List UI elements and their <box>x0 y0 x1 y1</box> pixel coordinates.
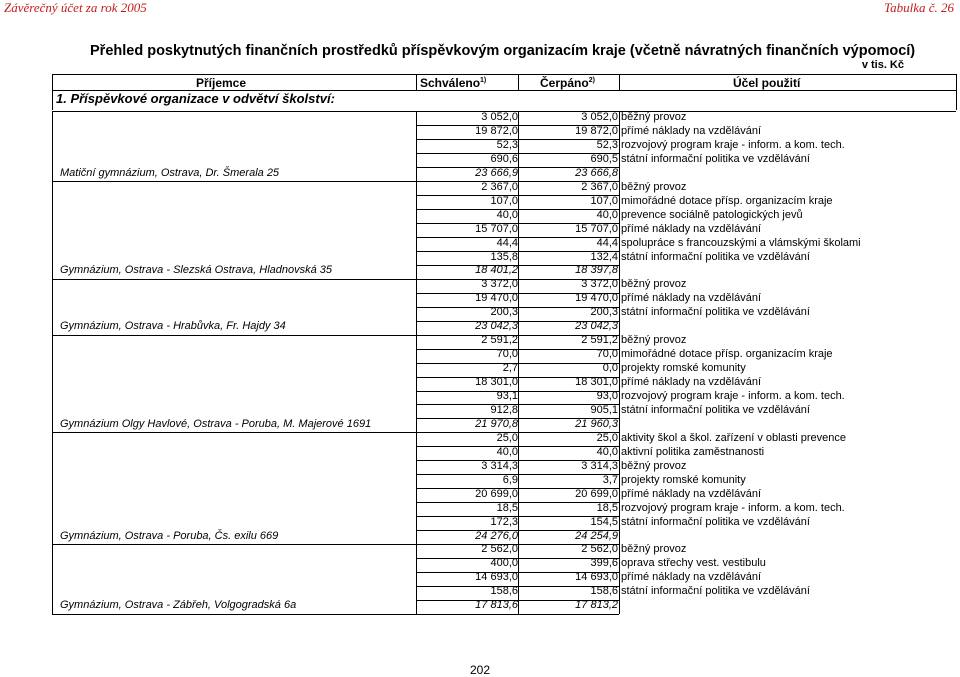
schvaleno-value: 135,8 <box>490 250 518 263</box>
ucel-text: projekty romské komunity <box>621 473 746 486</box>
ucel-text: mimořádné dotace přísp. organizacím kraje <box>621 194 833 207</box>
col-divider <box>518 432 519 544</box>
organization-name: Gymnázium, Ostrava - Hrabůvka, Fr. Hajdy 34 <box>60 320 286 333</box>
page-number: 202 <box>469 663 491 677</box>
schvaleno-value: 40,0 <box>496 445 518 458</box>
cerpano-value: 18,5 <box>596 501 618 514</box>
col-divider <box>416 279 417 335</box>
ucel-text: přímé náklady na vzdělávání <box>621 571 762 584</box>
cerpano-value: 107,0 <box>590 194 618 207</box>
cerpano-value: 40,0 <box>596 445 618 458</box>
org-left-border <box>52 181 53 279</box>
col-header-cerpano: Čerpáno$^{2)}$ <box>540 76 595 90</box>
col-divider <box>619 335 620 433</box>
ucel-text: státní informační politika ve vzdělávání <box>621 403 810 416</box>
total-cerpano: 17 813,2 <box>575 599 618 612</box>
col-divider <box>416 335 417 433</box>
schvaleno-value: 3 314,3 <box>481 459 518 472</box>
col-divider <box>518 335 519 433</box>
schvaleno-value: 3 052,0 <box>481 111 518 123</box>
ucel-text: státní informační politika ve vzdělávání <box>621 585 810 598</box>
ucel-text: oprava střechy vest. vestibulu <box>621 557 766 570</box>
ucel-text: státní informační politika ve vzdělávání <box>621 306 810 319</box>
schvaleno-value: 70,0 <box>496 348 518 361</box>
total-schvaleno: 18 401,2 <box>475 264 518 277</box>
cerpano-value: 0,0 <box>602 362 618 375</box>
ucel-text: běžný provoz <box>621 278 687 291</box>
cerpano-value: 18 301,0 <box>575 376 618 389</box>
organization-name: Gymnázium Olgy Havlové, Ostrava - Poruba, M. Majerové 1691 <box>60 417 372 430</box>
col-header-ucel: Účel použití <box>733 76 801 90</box>
ucel-text: rozvojový program kraje - inform. a kom. tech. <box>621 501 845 514</box>
ucel-text: prevence sociálně patologických jevů <box>621 208 803 221</box>
cerpano-value: 2 562,0 <box>581 543 618 556</box>
cerpano-value: 158,6 <box>590 585 618 598</box>
organization-name: Gymnázium, Ostrava - Slezská Ostrava, Hladnovská 35 <box>60 264 333 277</box>
ucel-text: aktivity škol a škol. zařízení v oblasti prevence <box>621 431 846 444</box>
organization-bottom-border <box>52 614 619 615</box>
col-divider <box>518 544 519 614</box>
col-divider <box>416 432 417 544</box>
ucel-text: aktivní politika zaměstnanosti <box>621 445 765 458</box>
col-divider <box>619 112 620 182</box>
schvaleno-value: 200,3 <box>490 306 518 319</box>
ucel-text: běžný provoz <box>621 334 687 347</box>
ucel-text: státní informační politika ve vzdělávání <box>621 515 810 528</box>
schvaleno-value: 44,4 <box>496 236 518 249</box>
ucel-text: běžný provoz <box>621 543 687 556</box>
cerpano-value: 3 052,0 <box>581 111 618 123</box>
col-header-prijemce: Příjemce <box>196 76 247 90</box>
schvaleno-value: 15 707,0 <box>475 222 518 235</box>
org-left-border <box>52 544 53 614</box>
cerpano-value: 3 314,3 <box>581 459 618 472</box>
ucel-text: státní informační politika ve vzdělávání <box>621 152 810 165</box>
schvaleno-value: 400,0 <box>490 557 518 570</box>
cerpano-value: 20 699,0 <box>575 487 618 500</box>
ucel-text: státní informační politika ve vzdělávání <box>621 250 810 263</box>
ucel-text: přímé náklady na vzdělávání <box>621 292 762 305</box>
cerpano-value: 14 693,0 <box>575 571 618 584</box>
cerpano-value: 19 872,0 <box>575 124 618 137</box>
organization-name: Gymnázium, Ostrava - Zábřeh, Volgogradská 6a <box>60 599 297 612</box>
cerpano-value: 399,6 <box>590 557 618 570</box>
ucel-text: rozvojový program kraje - inform. a kom. tech. <box>621 138 845 151</box>
schvaleno-value: 40,0 <box>496 208 518 221</box>
cerpano-value: 905,1 <box>590 403 618 416</box>
ucel-text: spolupráce s francouzskými a vlámskými školami <box>621 236 861 249</box>
cerpano-value: 15 707,0 <box>575 222 618 235</box>
ucel-text: běžný provoz <box>621 180 687 193</box>
schvaleno-value: 3 372,0 <box>481 278 518 291</box>
col-divider <box>518 112 519 182</box>
ucel-text: přímé náklady na vzdělávání <box>621 124 762 137</box>
total-cerpano: 21 960,3 <box>575 417 618 430</box>
table-right-border <box>956 74 957 110</box>
col-divider <box>619 279 620 335</box>
schvaleno-value: 912,8 <box>490 403 518 416</box>
cerpano-value: 200,3 <box>590 306 618 319</box>
ucel-text: přímé náklady na vzdělávání <box>621 222 762 235</box>
organization-name: Gymnázium, Ostrava - Poruba, Čs. exilu 669 <box>60 529 279 542</box>
schvaleno-value: 52,3 <box>496 138 518 151</box>
schvaleno-value: 2,7 <box>502 362 518 375</box>
schvaleno-value: 19 470,0 <box>475 292 518 305</box>
cerpano-value: 132,4 <box>590 250 618 263</box>
cerpano-value: 690,5 <box>590 152 618 165</box>
header-bottom-border <box>52 90 956 91</box>
org-left-border <box>52 432 53 544</box>
total-schvaleno: 17 813,6 <box>475 599 518 612</box>
col-divider <box>416 112 417 182</box>
col-divider <box>518 181 519 279</box>
cerpano-value: 154,5 <box>590 515 618 528</box>
schvaleno-value: 158,6 <box>490 585 518 598</box>
ucel-text: běžný provoz <box>621 459 687 472</box>
table-top-border <box>52 74 956 75</box>
schvaleno-value: 690,6 <box>490 152 518 165</box>
cerpano-value: 70,0 <box>596 348 618 361</box>
running-header-right: Tabulka č. 26 <box>884 0 954 15</box>
cerpano-value: 52,3 <box>596 138 618 151</box>
schvaleno-value: 2 562,0 <box>481 543 518 556</box>
col-divider <box>416 181 417 279</box>
page-title: Přehled poskytnutých finančních prostředků příspěvkovým organizacím kraje (včetně návratných finančních výpomocí) <box>90 43 916 59</box>
schvaleno-value: 2 591,2 <box>481 334 518 347</box>
cerpano-value: 3 372,0 <box>581 278 618 291</box>
total-schvaleno: 23 042,3 <box>475 320 518 333</box>
cerpano-value: 2 367,0 <box>581 180 618 193</box>
total-cerpano: 18 397,8 <box>575 264 618 277</box>
ucel-text: běžný provoz <box>621 111 687 123</box>
schvaleno-value: 6,9 <box>502 473 518 486</box>
total-schvaleno: 21 970,8 <box>475 417 518 430</box>
cerpano-value: 3,7 <box>602 473 618 486</box>
ucel-text: mimořádné dotace přísp. organizacím kraje <box>621 348 833 361</box>
ucel-text: přímé náklady na vzdělávání <box>621 487 762 500</box>
schvaleno-value: 14 693,0 <box>475 571 518 584</box>
schvaleno-value: 172,3 <box>490 515 518 528</box>
col-divider <box>518 279 519 335</box>
total-schvaleno: 24 276,0 <box>475 529 518 542</box>
schvaleno-value: 2 367,0 <box>481 180 518 193</box>
unit-label: v tis. Kč <box>861 59 904 71</box>
org-left-border <box>52 279 53 335</box>
schvaleno-value: 25,0 <box>496 431 518 444</box>
schvaleno-value: 19 872,0 <box>475 124 518 137</box>
total-schvaleno: 23 666,9 <box>475 166 518 179</box>
section-title: 1. Příspěvkové organizace v odvětví školství: <box>56 91 335 106</box>
col-divider <box>619 544 620 614</box>
header-divider <box>518 74 519 90</box>
total-cerpano: 23 042,3 <box>575 320 618 333</box>
total-cerpano: 23 666,8 <box>575 166 618 179</box>
table-left-border <box>52 74 53 110</box>
schvaleno-value: 93,1 <box>496 390 518 402</box>
header-divider <box>619 74 620 90</box>
col-divider <box>416 544 417 614</box>
ucel-text: přímé náklady na vzdělávání <box>621 376 762 389</box>
cerpano-value: 93,0 <box>596 390 618 402</box>
total-cerpano: 24 254,9 <box>575 529 618 542</box>
organization-name: Matiční gymnázium, Ostrava, Dr. Šmerala 25 <box>60 166 280 179</box>
header-divider <box>416 74 417 90</box>
col-header-schvaleno: Schváleno$^{1)}$ <box>420 76 487 90</box>
schvaleno-value: 107,0 <box>490 194 518 207</box>
org-left-border <box>52 335 53 433</box>
cerpano-value: 40,0 <box>596 208 618 221</box>
schvaleno-value: 20 699,0 <box>475 487 518 500</box>
schvaleno-value: 18 301,0 <box>475 376 518 389</box>
running-header-left: Závěrečný účet za rok 2005 <box>4 0 147 15</box>
schvaleno-value: 18,5 <box>496 501 518 514</box>
cerpano-value: 19 470,0 <box>575 292 618 305</box>
cerpano-value: 25,0 <box>596 431 618 444</box>
cerpano-value: 44,4 <box>596 236 618 249</box>
col-divider <box>619 181 620 279</box>
ucel-text: projekty romské komunity <box>621 362 746 375</box>
cerpano-value: 2 591,2 <box>581 334 618 347</box>
ucel-text: rozvojový program kraje - inform. a kom. tech. <box>621 390 845 402</box>
org-left-border <box>52 112 53 182</box>
col-divider <box>619 432 620 544</box>
